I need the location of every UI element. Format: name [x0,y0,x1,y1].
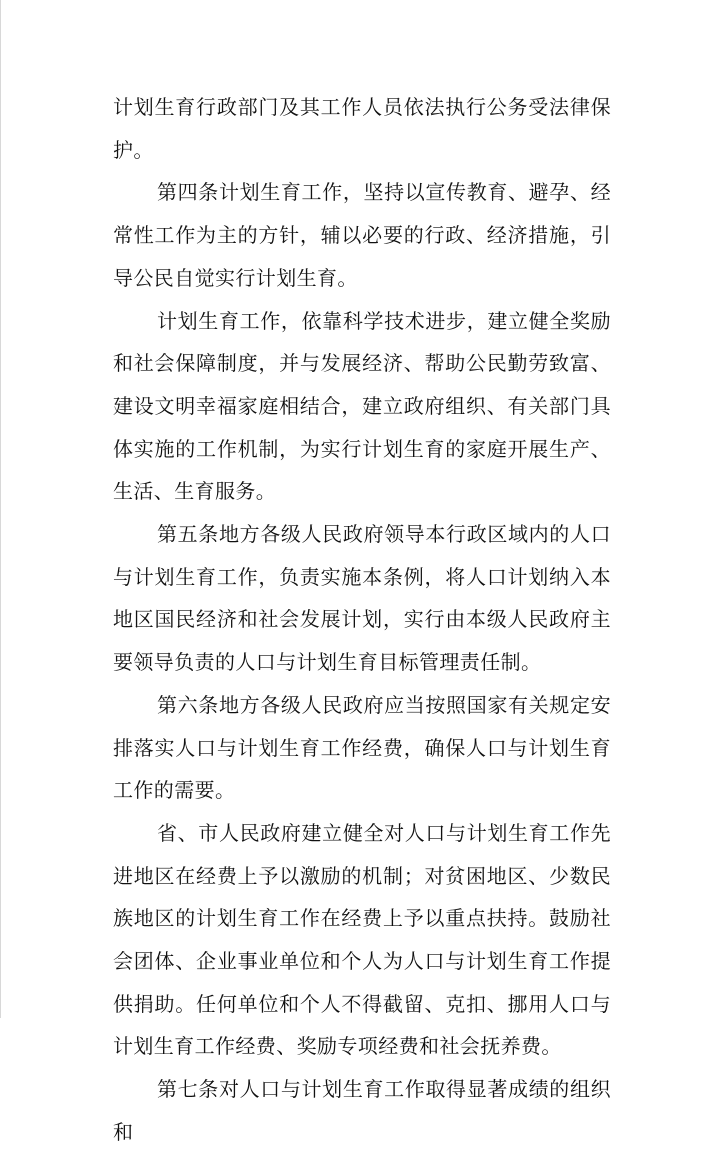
paragraph-continuation: 计划生育行政部门及其工作人员依法执行公务受法律保护。 [113,95,611,162]
paragraph-article-4-part-2: 计划生育工作，依靠科学技术进步，建立健全奖励和社会保障制度，并与发展经济、帮助公民勤劳致富、建设文明幸福家庭相结合，建立政府组织、有关部门具体实施的工作机制，为实行计划生育的家庭开展生产、生活、生育服务。 [113,308,611,504]
paragraph-article-6-part-2: 省、市人民政府建立健全对人口与计划生育工作先进地区在经费上予以激励的机制；对贫困地区、少数民族地区的计划生育工作在经费上予以重点扶持。鼓励社会团体、企业事业单位和个人为人口与计划生育工作提供捐助。任何单位和个人不得截留、克扣、挪用人口与计划生育工作经费、奖励专项经费和社会抚养费。 [113,820,611,1059]
paragraph-article-4: 第四条计划生育工作，坚持以宣传教育、避孕、经常性工作为主的方针，辅以必要的行政、经济措施，引导公民自觉实行计划生育。 [113,180,611,290]
paragraph-article-6: 第六条地方各级人民政府应当按照国家有关规定安排落实人口与计划生育工作经费，确保人口与计划生育工作的需要。 [113,692,611,803]
paragraph-article-7: 第七条对人口与计划生育工作取得显著成绩的组织和 [113,1077,611,1144]
paragraph-article-5: 第五条地方各级人民政府领导本行政区域内的人口与计划生育工作，负责实施本条例，将人口计划纳入本地区国民经济和社会发展计划，实行由本级人民政府主要领导负责的人口与计划生育目标管理责任制。 [113,522,611,675]
document-body [113,86,611,1154]
